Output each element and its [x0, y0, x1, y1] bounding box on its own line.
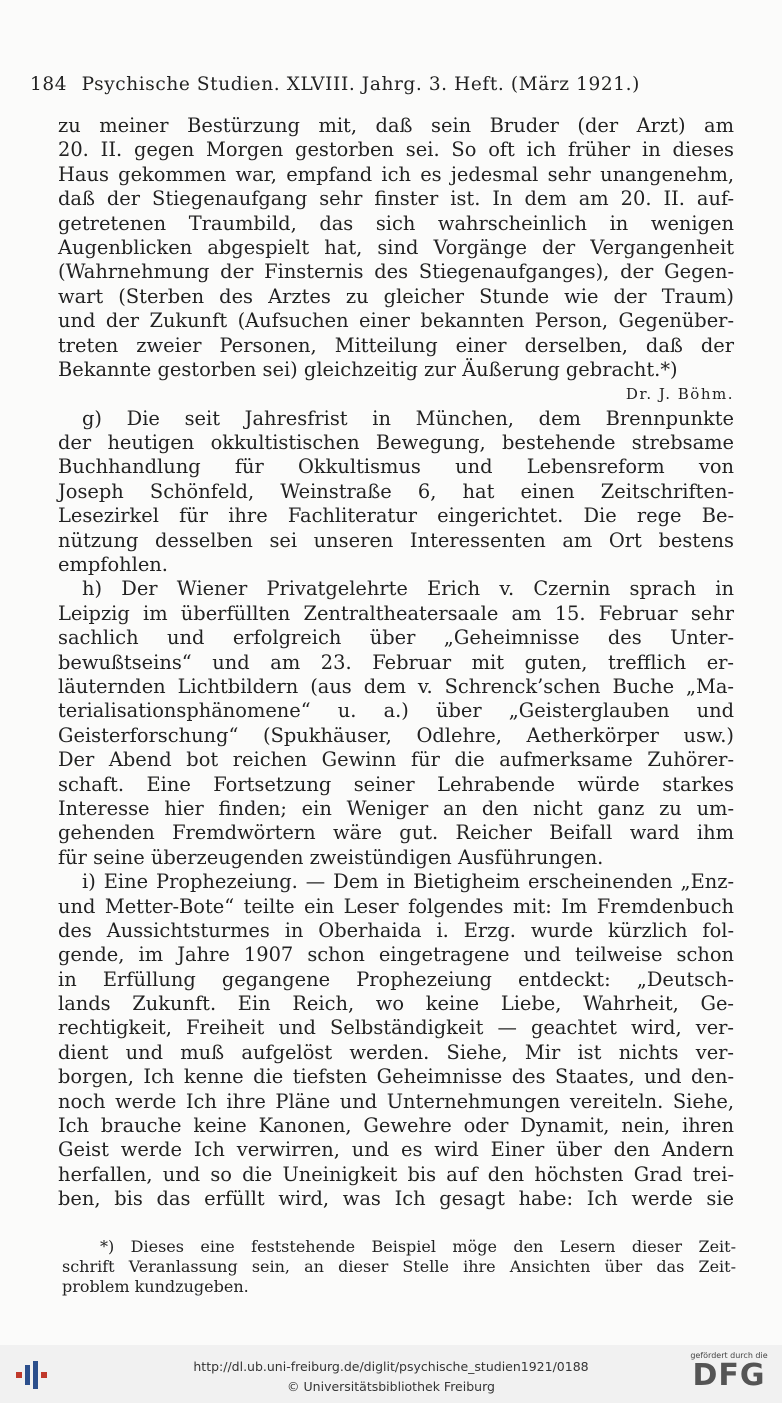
text-line: getretenen Traumbild, das sich wahrscheinlich in wenigen: [58, 211, 734, 235]
text-line: des Aussichtsturmes in Oberhaida i. Erzg. wurde kürzlich fol-: [58, 918, 734, 942]
text-line: läuternden Lichtbildern (aus dem v. Schrenck’schen Buche „Ma-: [58, 674, 734, 698]
text-line: gehenden Fremdwörtern wäre gut. Reicher Beifall ward ihm: [58, 821, 734, 845]
text-line: ben, bis das erfüllt wird, was Ich gesagt habe: Ich werde sie: [58, 1187, 734, 1211]
running-header: [30, 74, 730, 95]
text-line: Joseph Schönfeld, Weinstraße 6, hat einen Zeitschriften-: [58, 479, 734, 503]
text-line: 20. II. gegen Morgen gestorben sei. So oft ich früher in dieses: [58, 138, 734, 162]
text-line: gende, im Jahre 1907 schon eingetragene und teilweise schon: [58, 943, 734, 967]
footnote-line: schrift Veranlassung sein, an dieser Stelle ihre Ansichten über das Zeit-: [62, 1257, 736, 1276]
paragraph-h-start: h) Der Wiener Privatgelehrte Erich v. Czernin sprach in: [82, 577, 734, 601]
text-line: Interesse hier finden; ein Weniger an den nicht ganz zu um-: [58, 796, 734, 820]
text-line: Buchhandlung für Okkultismus und Lebensreform von: [58, 455, 734, 479]
text-line: borgen, Ich kenne die tiefsten Geheimnisse des Staates, und den-: [58, 1065, 734, 1089]
text-line: Geisterforschung“ (Spukhäuser, Odlehre, Aetherkörper usw.): [58, 723, 734, 747]
text-line: Augenblicken abgespielt hat, sind Vorgänge der Vergangenheit: [58, 235, 734, 259]
copyright-text: © Universitätsbibliothek Freiburg: [287, 1379, 495, 1394]
text-line: sachlich und erfolgreich über „Geheimnisse des Unter-: [58, 626, 734, 650]
text-line: Geist werde Ich verwirren, und es wird Einer über den Andern: [58, 1138, 734, 1162]
text-line: Ich brauche keine Kanonen, Gewehre oder Dynamit, nein, ihren: [58, 1114, 734, 1138]
text-line: herfallen, und so die Uneinigkeit bis auf den höchsten Grad trei-: [58, 1162, 734, 1186]
source-url-link[interactable]: http://dl.ub.uni-freiburg.de/diglit/psychische_studien1921/0188: [193, 1359, 589, 1374]
running-title: Psychische Studien. XLVIII. Jahrg. 3. Heft. (März 1921.): [81, 74, 640, 95]
viewer-footer: [0, 1345, 782, 1403]
text-line: treten zweier Personen, Mitteilung einer derselben, daß der: [58, 333, 734, 357]
text-line: dient und muß aufgelöst werden. Siehe, Mir ist nichts ver-: [58, 1040, 734, 1064]
text-line: nützung desselben sei unseren Interessenten am Ort bestens: [58, 528, 734, 552]
text-line: rechtigkeit, Freiheit und Selbständigkeit — geachtet wird, ver-: [58, 1016, 734, 1040]
text-line: zu meiner Bestürzung mit, daß sein Bruder (der Arzt) am: [58, 114, 734, 137]
text-line: noch werde Ich ihre Pläne und Unternehmungen vereiteln. Siehe,: [58, 1089, 734, 1113]
text-line: und Metter-Bote“ teilte ein Leser folgendes mit: Im Fremdenbuch: [58, 894, 734, 918]
text-line: bewußtseins“ und am 23. Februar mit guten, trefflich er-: [58, 650, 734, 674]
text-line: terialisationsphänomene“ u. a.) über „Geisterglauben und: [58, 699, 734, 723]
body-text: [58, 114, 734, 1212]
text-line: für seine überzeugenden zweistündigen Ausführungen.: [58, 845, 604, 869]
paragraph-i-start: i) Eine Prophezeiung. — Dem in Bietigheim erscheinenden „Enz-: [82, 870, 734, 894]
text-line: in Erfüllung gegangene Prophezeiung entdeckt: „Deutsch-: [58, 967, 734, 991]
text-line: schaft. Eine Fortsetzung seiner Lehrabende würde starkes: [58, 772, 734, 796]
signature: Dr. J. Böhm.: [625, 385, 734, 404]
dfg-wordmark: DFG: [692, 1358, 766, 1393]
text-line: Haus gekommen war, empfand ich es jedesmal sehr unangenehm,: [58, 162, 734, 186]
text-line: Der Abend bot reichen Gewinn für die aufmerksame Zuhörer-: [58, 748, 734, 772]
text-line: Lesezirkel für ihre Fachliteratur eingerichtet. Die rege Be-: [58, 504, 734, 528]
footnote: [62, 1237, 736, 1297]
text-line: wart (Sterben des Arztes zu gleicher Stunde wie der Traum): [58, 284, 734, 308]
page-number: 184: [30, 74, 68, 95]
text-line: und der Zukunft (Aufsuchen einer bekannten Person, Gegenüber-: [58, 309, 734, 333]
text-line: (Wahrnehmung der Finsternis des Stiegenaufganges), der Gegen-: [58, 260, 734, 284]
dfg-caption: gefördert durch die: [690, 1351, 768, 1360]
dfg-logo: [686, 1351, 772, 1399]
text-line: empfohlen.: [58, 553, 168, 577]
text-line: Leipzig im überfüllten Zentraltheatersaale am 15. Februar sehr: [58, 601, 734, 625]
text-line: daß der Stiegenaufgang sehr finster ist. In dem am 20. II. auf-: [58, 187, 734, 211]
paragraph-g-start: g) Die seit Jahresfrist in München, dem Brennpunkte: [82, 406, 734, 430]
footnote-line: problem kundzugeben.: [62, 1277, 249, 1296]
text-line: der heutigen okkultistischen Bewegung, bestehende strebsame: [58, 431, 734, 455]
footnote-line: *) Dieses eine feststehende Beispiel möge den Lesern dieser Zeit-: [100, 1237, 736, 1256]
text-line: lands Zukunft. Ein Reich, wo keine Liebe, Wahrheit, Ge-: [58, 992, 734, 1016]
text-line: Bekannte gestorben sei) gleichzeitig zur Äußerung gebracht.*): [58, 357, 678, 381]
